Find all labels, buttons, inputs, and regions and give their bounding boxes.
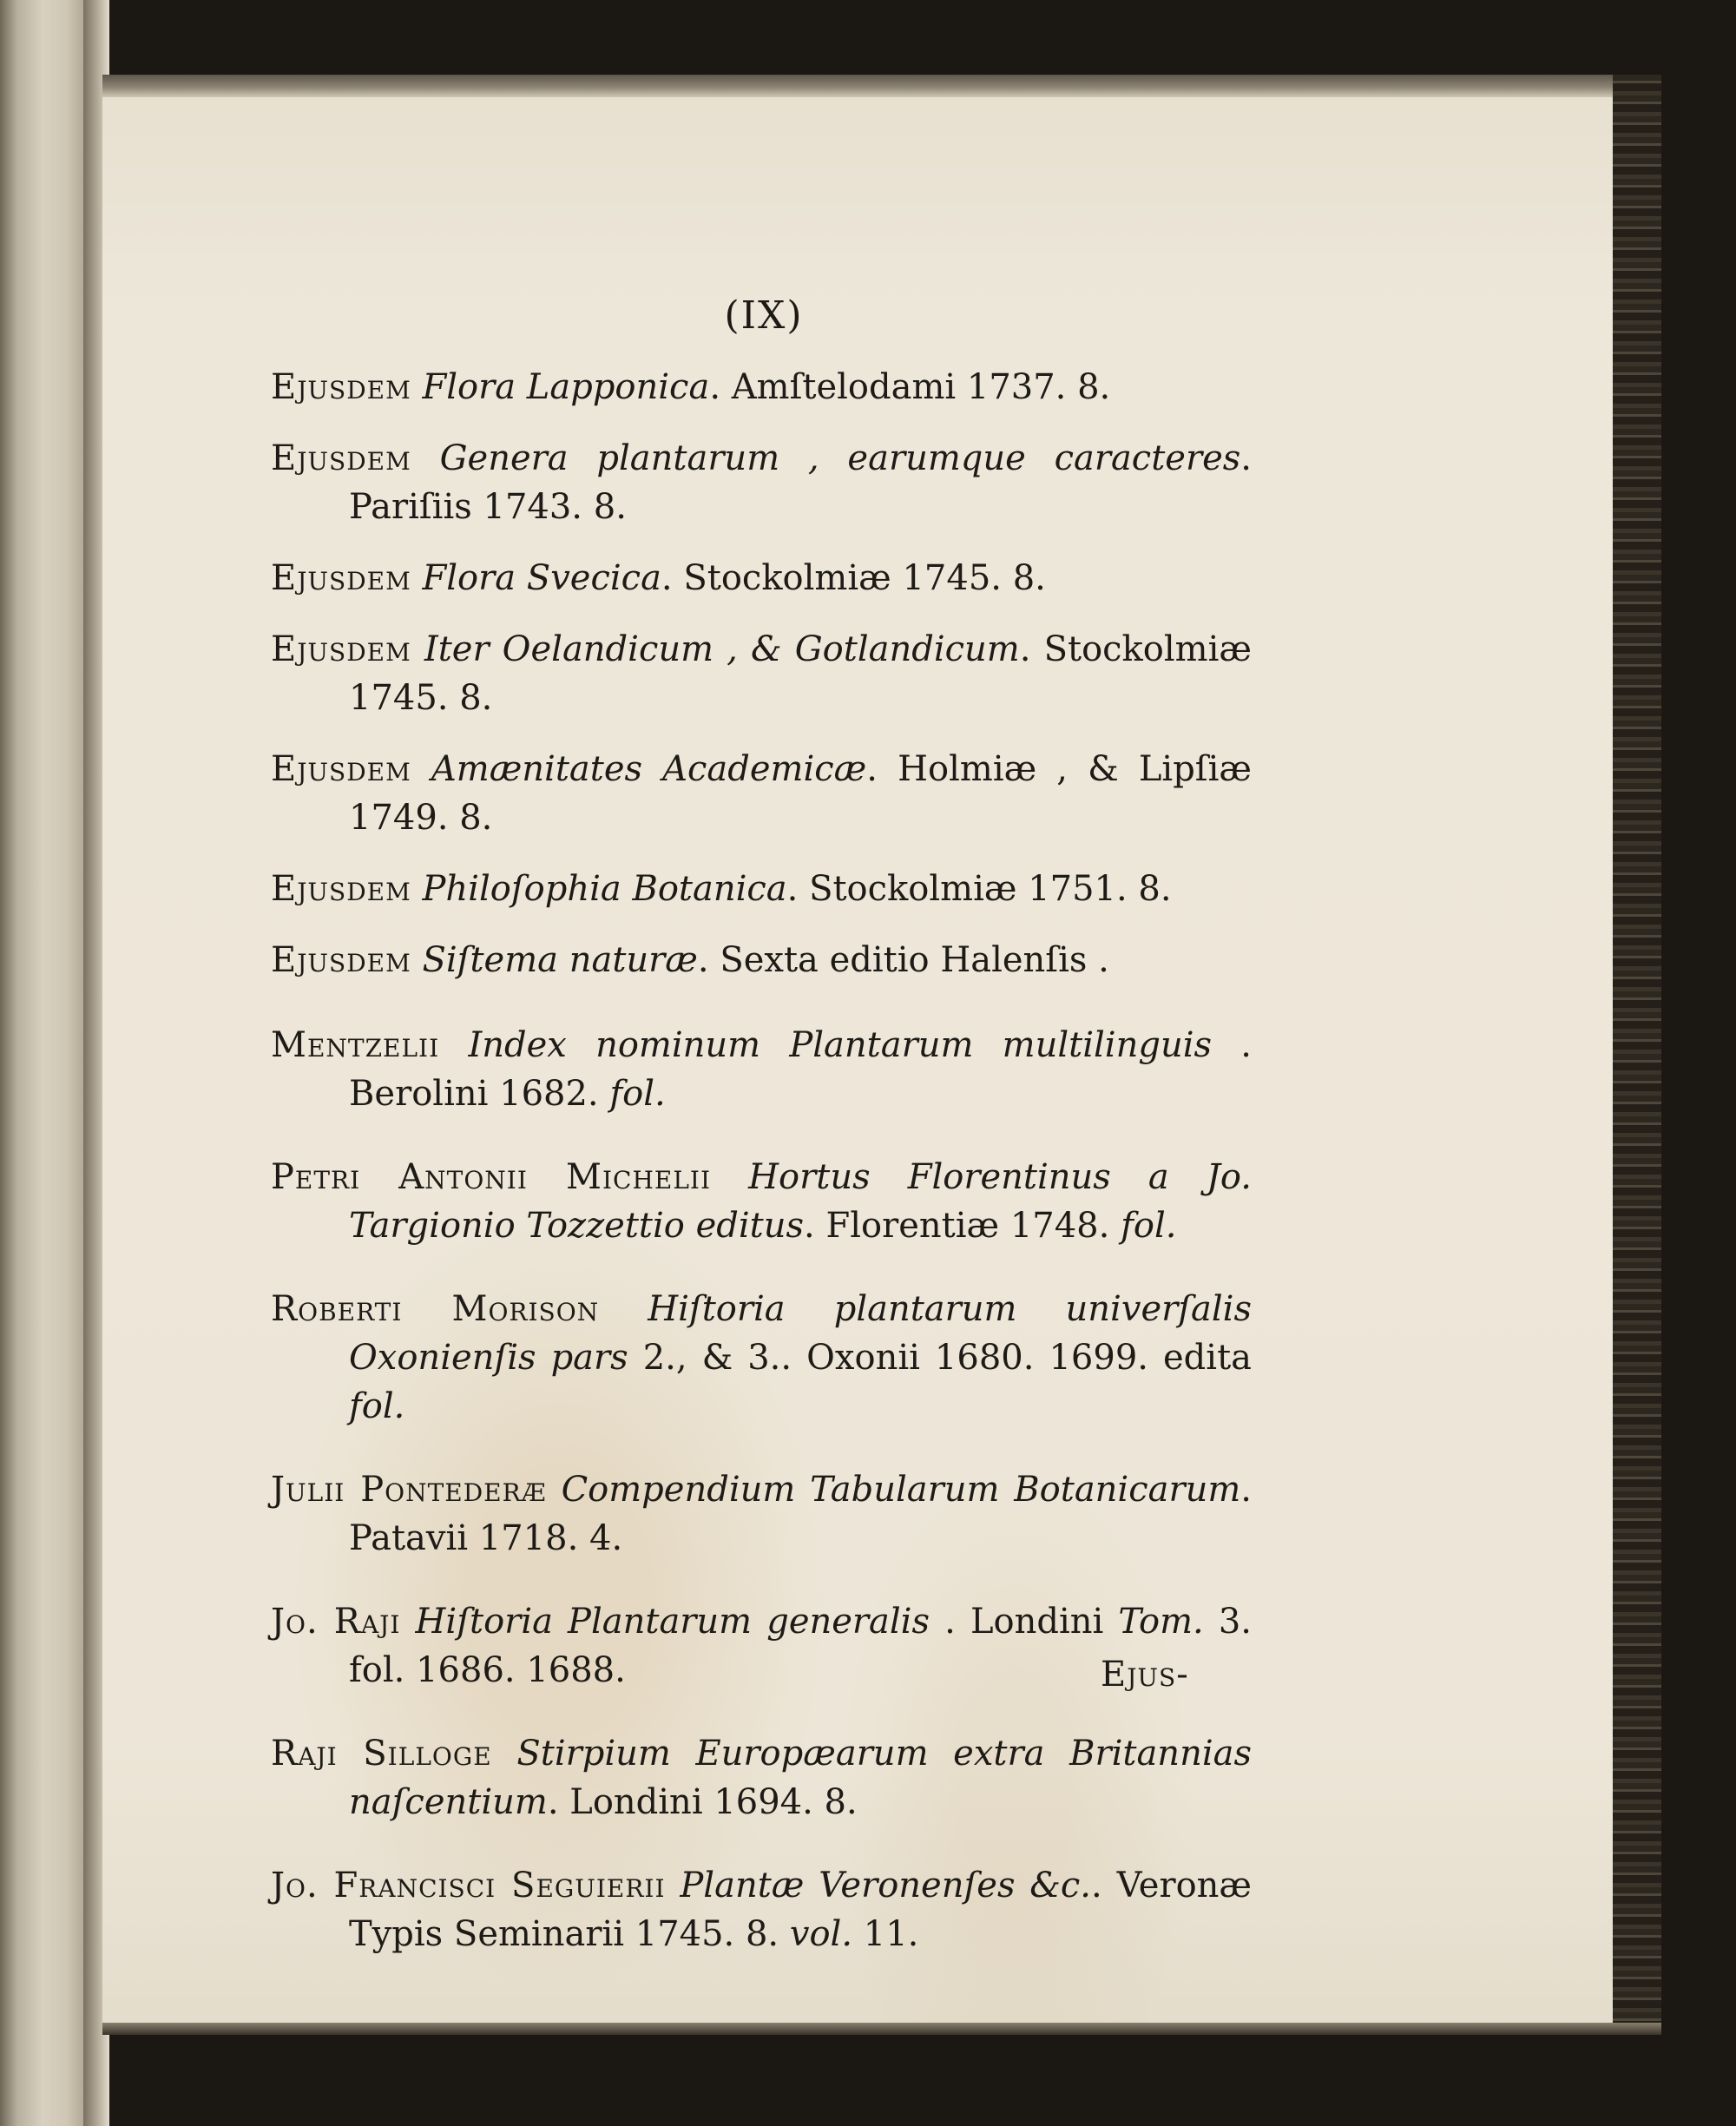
entry-author: Mentzelii bbox=[271, 1025, 440, 1065]
entry-details: Holmiæ , & Lipſiæ 1749. 8. bbox=[349, 749, 1253, 838]
entry-details: Florentiæ 1748. bbox=[825, 1206, 1121, 1246]
entry-author: Ejusdem bbox=[271, 629, 411, 669]
entry-details: Stockolmiæ 1745. 8. bbox=[683, 558, 1046, 598]
entry-title: Compendium Tabularum Botanicarum bbox=[561, 1470, 1241, 1510]
entry-author: Ejusdem bbox=[271, 558, 411, 598]
bibliography-entry bbox=[271, 434, 1252, 531]
bibliography-entry bbox=[271, 1021, 1252, 1118]
entry-details: Amſtelodami 1737. 8. bbox=[731, 367, 1111, 407]
entry-details: Londini 1694. 8. bbox=[569, 1782, 858, 1822]
entry-title: Philoſophia Botanica bbox=[422, 869, 787, 909]
entry-details: 2., & 3.. Oxonii 1680. 1699. edita bbox=[642, 1338, 1252, 1378]
entry-separator: . bbox=[930, 1602, 970, 1642]
entry-format: fol. bbox=[349, 1386, 405, 1426]
entry-separator: . bbox=[866, 749, 898, 789]
entry-title: Hortus Florentinus a Jo. Targionio Tozzettio editus bbox=[349, 1157, 1252, 1246]
entry-author: Petri Antonii Michelii bbox=[271, 1157, 712, 1197]
entry-title: Stirpium Europæarum extra Britannias naſcentium bbox=[349, 1734, 1252, 1822]
entry-author: Ejusdem bbox=[271, 438, 411, 478]
entry-title: Index nominum Plantarum multilinguis bbox=[468, 1025, 1213, 1065]
entry-volume-label: Tom. bbox=[1118, 1602, 1204, 1642]
entry-separator: . bbox=[1212, 1025, 1252, 1065]
entry-author: Ejusdem bbox=[271, 749, 411, 789]
entry-separator: . bbox=[709, 367, 732, 407]
bibliography-entry bbox=[271, 1285, 1252, 1431]
entry-title: Siſtema naturæ bbox=[422, 940, 698, 980]
entry-separator: . bbox=[786, 869, 810, 909]
bibliography-entry bbox=[271, 554, 1252, 602]
bibliography-entry bbox=[271, 1861, 1252, 1958]
entry-separator: . bbox=[1240, 438, 1252, 478]
entry-volume-label: vol. bbox=[789, 1914, 853, 1954]
entry-details: Patavii 1718. 4. bbox=[349, 1518, 623, 1558]
entry-author: Jo. Raji bbox=[271, 1602, 401, 1642]
entry-details: Stockolmiæ 1745. 8. bbox=[349, 629, 1252, 718]
entry-author: Roberti Morison bbox=[271, 1289, 600, 1329]
entry-separator: . bbox=[1240, 1470, 1253, 1510]
entry-title: Flora Lapponica bbox=[422, 367, 710, 407]
page-top-edge bbox=[102, 75, 1623, 97]
bibliography-entry bbox=[271, 625, 1252, 722]
entry-format: fol. bbox=[1121, 1206, 1177, 1246]
bibliography-entry bbox=[271, 1729, 1252, 1827]
bibliography-list bbox=[271, 363, 1252, 1993]
bibliography-entry bbox=[271, 745, 1252, 842]
entry-details: Londini bbox=[970, 1602, 1119, 1642]
entry-title: Plantæ Veronenſes &c. bbox=[680, 1866, 1092, 1906]
entry-author: Julii Pontederæ bbox=[271, 1470, 547, 1510]
entry-details-continued: 3. fol. 1686. 1688. bbox=[349, 1602, 1252, 1690]
bibliography-entry bbox=[271, 1153, 1252, 1250]
entry-details-continued: 11. bbox=[852, 1914, 919, 1954]
entry-author: Ejusdem bbox=[271, 869, 411, 909]
entry-author: Ejusdem bbox=[271, 367, 411, 407]
entry-separator: . bbox=[661, 558, 684, 598]
bibliography-entry bbox=[271, 865, 1252, 913]
entry-separator: . bbox=[547, 1782, 570, 1822]
entry-title: Amænitates Academicæ bbox=[431, 749, 867, 789]
bibliography-entry bbox=[271, 363, 1252, 411]
entry-details: Sexta editio Halenſis . bbox=[720, 940, 1109, 980]
entry-title: Genera plantarum , earumque caracteres bbox=[439, 438, 1241, 478]
entry-author: Jo. Francisci Seguierii bbox=[271, 1866, 666, 1906]
entry-separator: . bbox=[1091, 1866, 1117, 1906]
entry-separator: . bbox=[697, 940, 720, 980]
entry-title: Hiſtoria plantarum univerſalis Oxonienſis pars bbox=[349, 1289, 1252, 1378]
entry-separator: . bbox=[804, 1206, 826, 1246]
entry-separator: . bbox=[1019, 629, 1044, 669]
entry-details: Veronæ Typis Seminarii 1745. 8. bbox=[349, 1866, 1253, 1954]
entry-details: Pariſiis 1743. 8. bbox=[349, 487, 627, 527]
entry-separator bbox=[628, 1338, 643, 1378]
bibliography-entry bbox=[271, 1465, 1252, 1563]
entry-format: fol. bbox=[609, 1074, 666, 1114]
entry-author: Ejusdem bbox=[271, 940, 411, 980]
entry-title: Flora Svecica bbox=[422, 558, 661, 598]
entry-author: Raji Silloge bbox=[271, 1734, 492, 1774]
entry-title: Hiſtoria Plantarum generalis bbox=[415, 1602, 930, 1642]
entry-details: Berolini 1682. bbox=[349, 1074, 610, 1114]
facing-page-shadow bbox=[0, 0, 17, 2126]
entry-title: Iter Oelandicum , & Gotlandicum bbox=[424, 629, 1020, 669]
page-block-edge bbox=[1613, 75, 1661, 2033]
catchword: Ejus- bbox=[1101, 1655, 1189, 1695]
entry-details: Stockolmiæ 1751. 8. bbox=[809, 869, 1172, 909]
bibliography-entry bbox=[271, 936, 1252, 984]
page-bottom-edge bbox=[102, 2023, 1661, 2035]
page-number: (IX) bbox=[724, 293, 804, 338]
